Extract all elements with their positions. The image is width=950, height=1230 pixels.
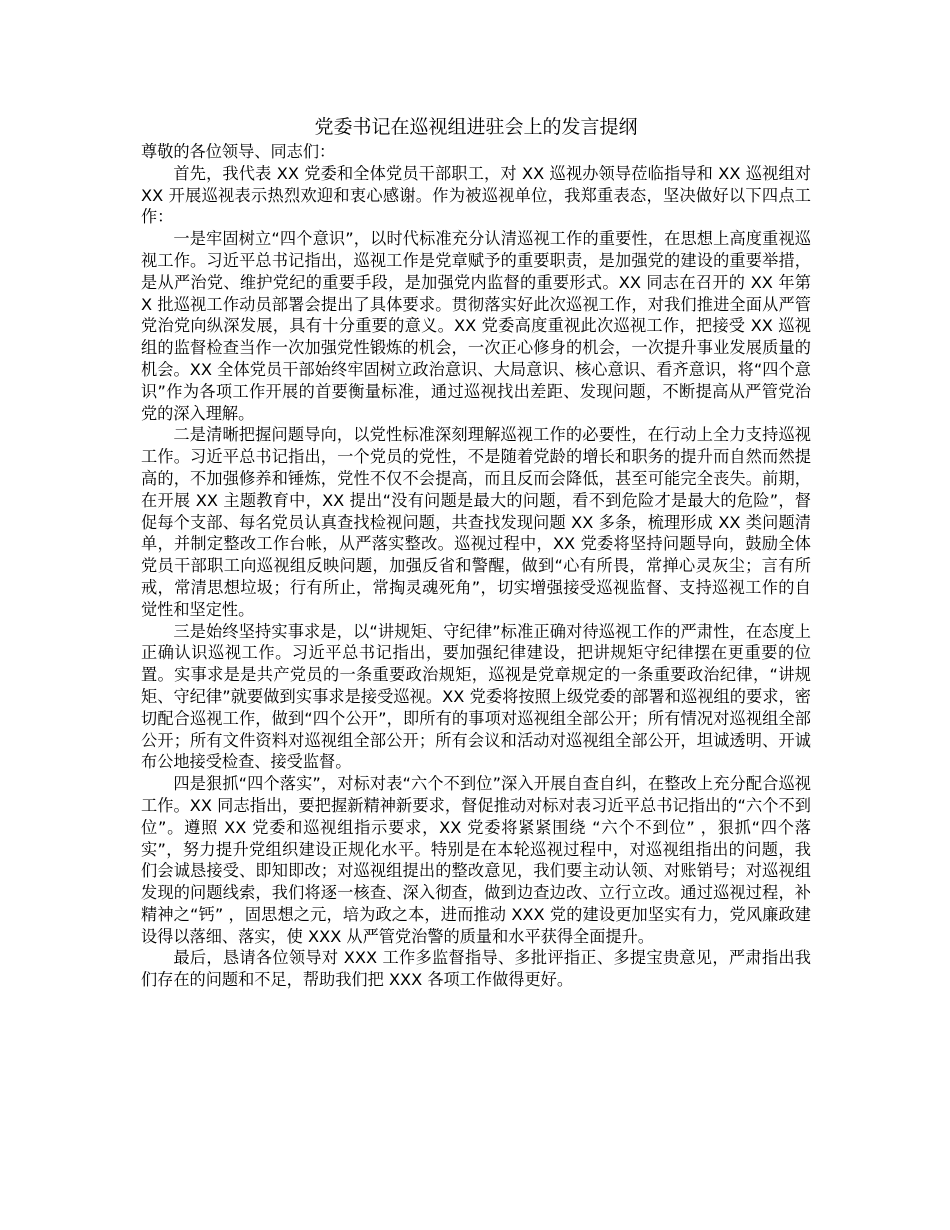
paragraph-point-two: 二是清晰把握问题导向，以党性标准深刻理解巡视工作的必要性，在行动上全力支持巡视工作。习近平总书记指出，一个党员的党性，不是随着党龄的增长和职务的提升而自然而然提高的，不加强修养和锤炼，党性不仅不会提高，而且反而会降低，甚至可能完全丧失。前期，在开展 XX 主题教育中，XX 提出“没有问题是最大的问题，看不到危险才是最大的危险”，督促每个支部、每名党员认真查找检视问题，共查找发现问题 XX 多条，梳理形成 XX 类问题清单，并制定整改工作台帐，从严落实整改。巡视过程中，XX 党委将坚持问题导向，鼓励全体党员干部职工向巡视组反映问题，加强反省和警醒，做到“心有所畏，常掸心灵灰尘；言有所戒，常清思想垃圾；行有所止，常掏灵魂死角”，切实增强接受巡视监督、支持巡视工作的自觉性和坚定性。: [141, 425, 811, 619]
paragraph-point-three: 三是始终坚持实事求是，以“讲规矩、守纪律”标准正确对待巡视工作的严肃性，在态度上正确认识巡视工作。习近平总书记指出，要加强纪律建设，把讲规矩守纪律摆在更重要的位置。实事求是是共产党员的一条重要政治规矩，巡视是党章规定的一条重要政治纪律，“讲规矩、守纪律”就要做到实事求是接受巡视。XX 党委将按照上级党委的部署和巡视组的要求，密切配合巡视工作，做到“四个公开”，即所有的事项对巡视组全部公开；所有情况对巡视组全部公开；所有文件资料对巡视组全部公开；所有会议和活动对巡视组全部公开，坦诚透明、开诚布公地接受检查、接受监督。: [141, 621, 811, 772]
paragraph-point-four: 四是狠抓“四个落实”，对标对表“六个不到位”深入开展自查自纠，在整改上充分配合巡视工作。XX 同志指出，要把握新精神新要求，督促推动对标对表习近平总书记指出的“六个不到位”。遵照 XX 党委和巡视组指示要求，XX 党委将紧紧围绕 “六个不到位” ，狠抓“四个落实”，努力提升党组织建设正规化水平。特别是在本轮巡视过程中，对巡视组指出的问题，我们会诚恳接受、即知即改；对巡视组提出的整改意见，我们要主动认领、对账销号；对巡视组发现的问题线索，我们将逐一核查、深入彻查，做到边查边改、立行立改。通过巡视过程，补精神之“钙” ，固思想之元，培为政之本，进而推动 XXX 党的建设更加坚实有力，党风廉政建设得以落细、落实，使 XXX 从严管党治警的质量和水平获得全面提升。: [141, 774, 811, 946]
paragraph-point-one: 一是牢固树立“四个意识”，以时代标准充分认清巡视工作的重要性，在思想上高度重视巡视工作。习近平总书记指出，巡视工作是党章赋予的重要职责，是加强党的建设的重要举措，是从严治党、维护党纪的重要手段，是加强党内监督的重要形式。XX 同志在召开的 XX 年第 X 批巡视工作动员部署会提出了具体要求。贯彻落实好此次巡视工作，对我们推进全面从严管党治党向纵深发展，具有十分重要的意义。XX 党委高度重视此次巡视工作，把接受 XX 巡视组的监督检查当作一次加强党性锻炼的机会，一次正心修身的机会，一次提升事业发展质量的机会。XX 全体党员干部始终牢固树立政治意识、大局意识、核心意识、看齐意识，将“四个意识”作为各项工作开展的首要衡量标准，通过巡视找出差距、发现问题，不断提高从严管党治党的深入理解。: [141, 229, 811, 423]
document-title: 党委书记在巡视组进驻会上的发言提纲: [314, 116, 638, 138]
document-page: [141, 113, 811, 991]
paragraph-closing: 最后，恳请各位领导对 XXX 工作多监督指导、多批评指正、多提宝贵意见，严肃指出我们存在的问题和不足，帮助我们把 XXX 各项工作做得更好。: [141, 948, 811, 990]
paragraph-intro: 首先，我代表 XX 党委和全体党员干部职工，对 XX 巡视办领导莅临指导和 XX 巡视组对 XX 开展巡视表示热烈欢迎和衷心感谢。作为被巡视单位，我郑重表态，坚决做好以下四点工作：: [141, 163, 811, 227]
salutation: 尊敬的各位领导、同志们：: [141, 142, 336, 161]
